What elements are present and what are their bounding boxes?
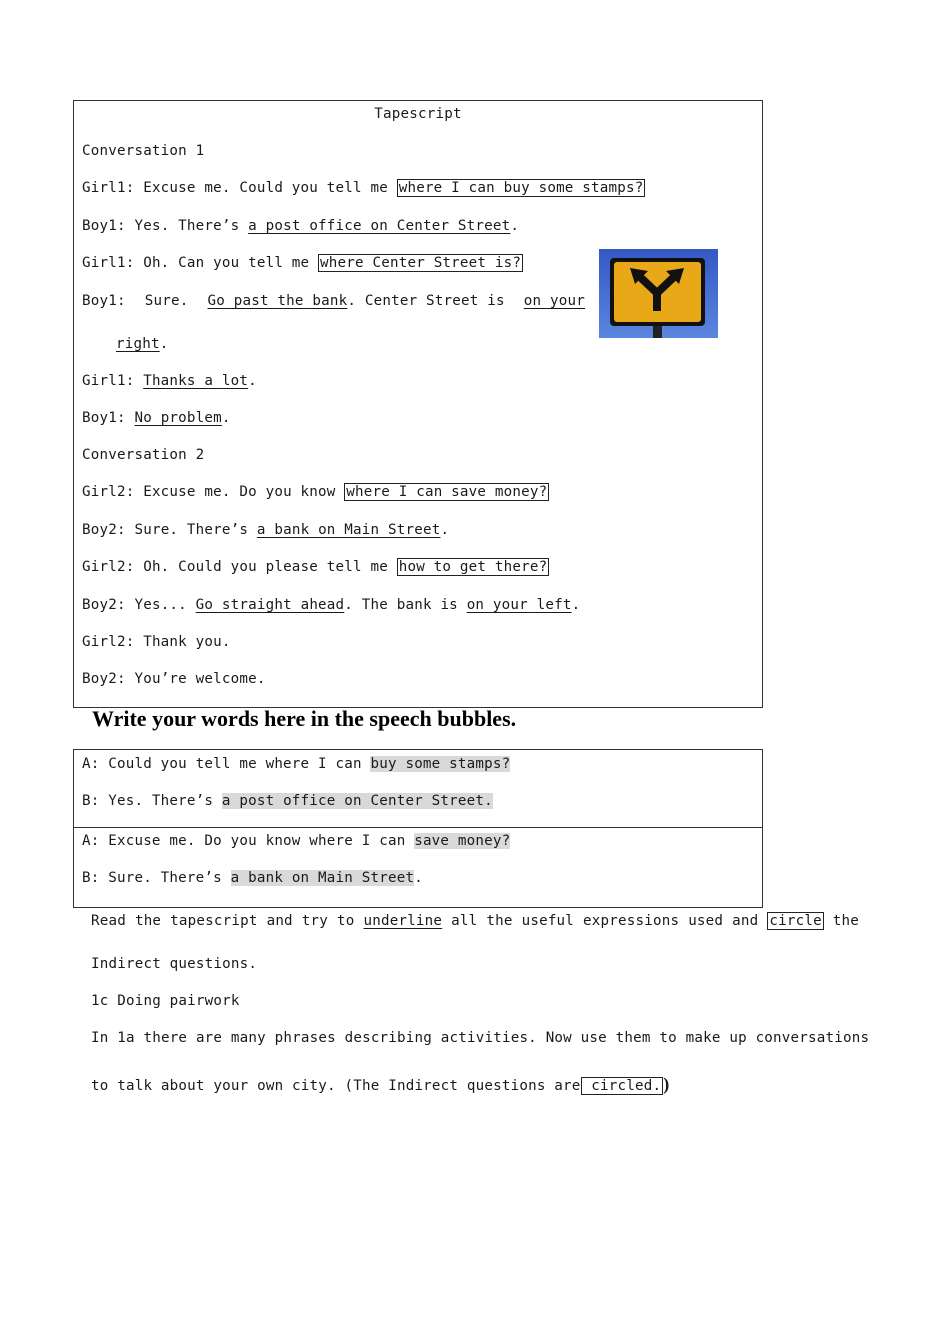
dialog-line-girl1-b [82, 255, 523, 271]
word: up [729, 1030, 747, 1046]
useful-expression-underlined: Go straight ahead [195, 597, 345, 613]
word: the [486, 913, 513, 929]
word: and [732, 913, 759, 929]
dialog-line-boy1-b [82, 293, 585, 309]
speaker: Boy2: [82, 522, 126, 538]
speaker: Boy1: [82, 293, 126, 309]
word: phrases [274, 1030, 336, 1046]
word: tapescript [170, 913, 258, 929]
indirect-question-circled: where I can buy some stamps? [398, 180, 644, 196]
speaker: Girl1: [82, 373, 135, 389]
dialog-line-boy2-a [82, 522, 449, 538]
word: there [143, 1030, 188, 1046]
word: describing [344, 1030, 433, 1046]
dialog-line-boy1-a [82, 218, 519, 234]
speaker: Boy1: [82, 410, 126, 426]
instruction-line-1 [91, 913, 859, 929]
bubble-text: A: Excuse me. Do you know where I can [82, 833, 406, 849]
dialog-line-boy2-c [82, 671, 266, 687]
conversation-2-label: Conversation 2 [82, 447, 205, 463]
word: conversations [755, 1030, 870, 1046]
tapescript-box [73, 100, 763, 708]
indirect-question-circled: how to get there? [398, 559, 548, 575]
dialog-text: Sure. There’s [134, 522, 249, 538]
tapescript-title: Tapescript [374, 106, 462, 122]
word: all [451, 913, 478, 929]
useful-expression-underlined: Thanks a lot [143, 373, 249, 389]
word: use [580, 1030, 607, 1046]
bubble-text: A: Could you tell me where I can [82, 756, 362, 772]
instruction-text: to talk about your own city. (The Indirect questions are [91, 1078, 581, 1094]
dialog-text: Sure. [144, 293, 189, 309]
word: Now [545, 1030, 572, 1046]
bubble-1-line-a [82, 756, 510, 772]
speaker: Girl1: [82, 180, 135, 196]
word: 1a [117, 1030, 135, 1046]
word: are [195, 1030, 223, 1046]
instruction-line-2: Indirect questions. [91, 956, 258, 972]
fork-road-sign-icon [599, 249, 718, 338]
closing-paren: ) [663, 1074, 670, 1094]
answer-highlight: buy some stamps? [370, 756, 511, 772]
speaker: Girl2: [82, 484, 135, 500]
word: the [832, 913, 860, 929]
dialog-text: . The bank is [344, 597, 458, 613]
punctuation: . [414, 870, 423, 886]
dialog-text: Excuse me. Could you tell me [143, 180, 388, 196]
dialog-text: Yes... [134, 597, 187, 613]
useful-expression-underlined: a post office on Center Street [248, 218, 511, 234]
dialog-text: Oh. Could you please tell me [143, 559, 388, 575]
useful-expression-underlined: on your [523, 293, 585, 309]
word: and [266, 913, 293, 929]
indirect-question-circled: where I can save money? [346, 484, 548, 500]
dialog-line-boy2-b [82, 597, 580, 613]
bubble-text: B: Sure. There’s [82, 870, 222, 886]
dialog-text: Thank you. [143, 634, 231, 650]
useful-expression-underlined: No problem [134, 410, 222, 426]
conversation-1-label: Conversation 1 [82, 143, 205, 159]
word: to [659, 1030, 677, 1046]
dialog-line-girl2-b [82, 559, 549, 575]
word: them [615, 1030, 651, 1046]
dialog-line-girl2-a [82, 484, 549, 500]
answer-highlight: a bank on Main Street [230, 870, 415, 886]
dialog-line-girl1-a [82, 180, 645, 196]
bubble-divider [74, 827, 762, 828]
useful-expression-underlined: on your left [466, 597, 572, 613]
speaker: Boy2: [82, 597, 126, 613]
punctuation: . [159, 336, 169, 352]
punctuation: . [510, 218, 520, 234]
answer-highlight: save money? [414, 833, 511, 849]
section-heading: Write your words here in the speech bubbles. [92, 706, 517, 731]
useful-expression-underlined: right [116, 336, 160, 352]
dialog-text: You’re welcome. [134, 671, 266, 687]
bubble-2-line-a [82, 833, 510, 849]
speaker: Girl2: [82, 634, 135, 650]
bubble-text: B: Yes. There’s [82, 793, 214, 809]
instruction-line-5 [91, 1074, 669, 1095]
word: activities. [440, 1030, 537, 1046]
punctuation: . [248, 373, 257, 389]
bubble-1-line-b [82, 793, 493, 809]
dialog-line-boy1-b-cont [116, 336, 168, 352]
word: the [134, 913, 162, 929]
speaker: Boy2: [82, 671, 126, 687]
word: make [685, 1030, 721, 1046]
underline-example: underline [363, 913, 443, 929]
word: many [230, 1030, 266, 1046]
instruction-line-4 [91, 1030, 870, 1046]
dialog-text: . Center Street is [347, 293, 505, 309]
word: try [301, 913, 329, 929]
useful-expression-underlined: Go past the bank [207, 293, 348, 309]
speaker: Boy1: [82, 218, 126, 234]
useful-expression-underlined: a bank on Main Street [256, 522, 441, 538]
dialog-line-girl2-c [82, 634, 231, 650]
word: In [91, 1030, 109, 1046]
dialog-text: Yes. There’s [134, 218, 240, 234]
word: useful [521, 913, 575, 929]
word: to [337, 913, 355, 929]
punctuation: . [571, 597, 581, 613]
speaker: Girl1: [82, 255, 135, 271]
dialog-line-girl1-c [82, 373, 257, 389]
word: expressions [583, 913, 680, 929]
speech-bubbles-box [73, 749, 763, 908]
circle-example: circle [769, 913, 822, 929]
punctuation: . [221, 410, 231, 426]
dialog-line-boy1-c [82, 410, 231, 426]
bubble-2-line-b [82, 870, 423, 886]
word: used [688, 913, 724, 929]
dialog-text: Excuse me. Do you know [143, 484, 336, 500]
word: Read [91, 913, 126, 929]
circled-example: circled. [582, 1078, 662, 1094]
indirect-question-circled: where Center Street is? [320, 255, 522, 271]
dialog-text: Oh. Can you tell me [143, 255, 310, 271]
answer-highlight: a post office on Center Street. [221, 793, 493, 809]
section-label-1c: 1c Doing pairwork [91, 993, 240, 1009]
speaker: Girl2: [82, 559, 135, 575]
punctuation: . [440, 522, 450, 538]
